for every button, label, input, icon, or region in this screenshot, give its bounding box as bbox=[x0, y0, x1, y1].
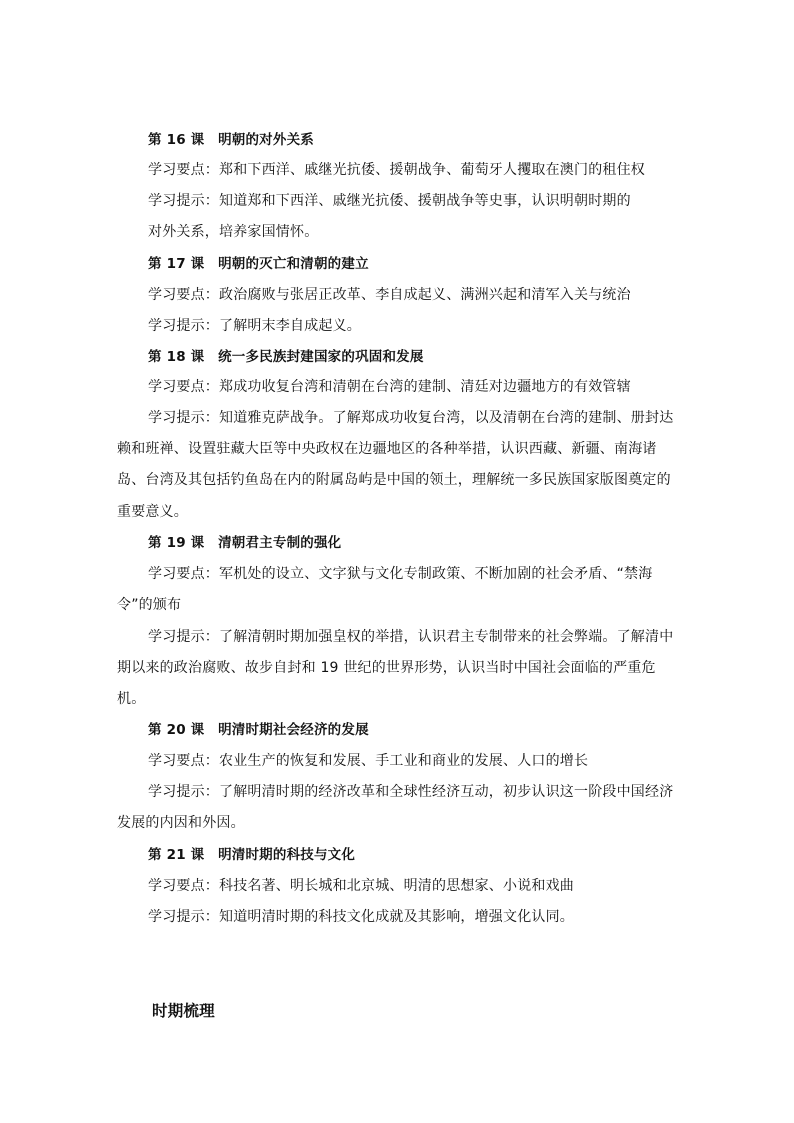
lesson-16-points: 学习要点：郑和下西洋、戚继光抗倭、援朝战争、葡萄牙人攫取在澳门的租住权 bbox=[148, 162, 645, 178]
lesson-19-hint-line-1: 学习提示：了解清朝时期加强皇权的举措，认识君主专制带来的社会弊端。了解清中 bbox=[148, 629, 674, 645]
lesson-16-title: 第 16 课 明朝的对外关系 bbox=[148, 132, 314, 148]
lesson-18-points: 学习要点：郑成功收复台湾和清朝在台湾的建制、清廷对边疆地方的有效管辖 bbox=[148, 379, 631, 395]
lesson-18-title: 第 18 课 统一多民族封建国家的巩固和发展 bbox=[148, 349, 424, 365]
lesson-17-hint: 学习提示：了解明末李自成起义。 bbox=[148, 318, 361, 334]
lesson-16-hint-line-2: 对外关系，培养家国情怀。 bbox=[148, 224, 319, 240]
lesson-18-hint-line-4: 重要意义。 bbox=[117, 504, 188, 520]
lesson-17-points: 学习要点：政治腐败与张居正改革、李自成起义、满洲兴起和清军入关与统治 bbox=[148, 287, 631, 303]
section-heading: 时期梳理 bbox=[152, 1002, 215, 1020]
lesson-21-title: 第 21 课 明清时期的科技与文化 bbox=[148, 847, 356, 863]
lesson-19-hint-line-3: 机。 bbox=[117, 691, 146, 707]
lesson-20-hint-line-1: 学习提示：了解明清时期的经济改革和全球性经济互动，初步认识这一阶段中国经济 bbox=[148, 784, 674, 800]
lesson-18-hint-line-1: 学习提示：知道雅克萨战争。了解郑成功收复台湾，以及清朝在台湾的建制、册封达 bbox=[148, 410, 674, 426]
lesson-16-hint-line-1: 学习提示：知道郑和下西洋、戚继光抗倭、援朝战争等史事，认识明朝时期的 bbox=[148, 193, 631, 209]
lesson-19-points-line-1: 学习要点：军机处的设立、文字狱与文化专制政策、不断加剧的社会矛盾、“禁海 bbox=[148, 566, 653, 582]
lesson-17-title: 第 17 课 明朝的灭亡和清朝的建立 bbox=[148, 256, 369, 272]
lesson-19-points-line-2: 令”的颁布 bbox=[117, 597, 182, 613]
lesson-20-points: 学习要点：农业生产的恢复和发展、手工业和商业的发展、人口的增长 bbox=[148, 753, 589, 769]
lesson-20-hint-line-2: 发展的内因和外因。 bbox=[117, 815, 245, 831]
lesson-18-hint-line-3: 岛、台湾及其包括钓鱼岛在内的附属岛屿是中国的领土，理解统一多民族国家版图奠定的 bbox=[117, 472, 671, 488]
lesson-21-hint: 学习提示：知道明清时期的科技文化成就及其影响，增强文化认同。 bbox=[148, 909, 574, 925]
lesson-21-points: 学习要点：科技名著、明长城和北京城、明清的思想家、小说和戏曲 bbox=[148, 878, 574, 894]
lesson-19-hint-line-2: 期以来的政治腐败、故步自封和 19 世纪的世界形势，认识当时中国社会面临的严重危 bbox=[117, 660, 656, 676]
lesson-18-hint-line-2: 赖和班禅、设置驻藏大臣等中央政权在边疆地区的各种举措，认识西藏、新疆、南海诸 bbox=[117, 441, 657, 457]
lesson-20-title: 第 20 课 明清时期社会经济的发展 bbox=[148, 722, 369, 738]
lesson-19-title: 第 19 课 清朝君主专制的强化 bbox=[148, 535, 342, 551]
